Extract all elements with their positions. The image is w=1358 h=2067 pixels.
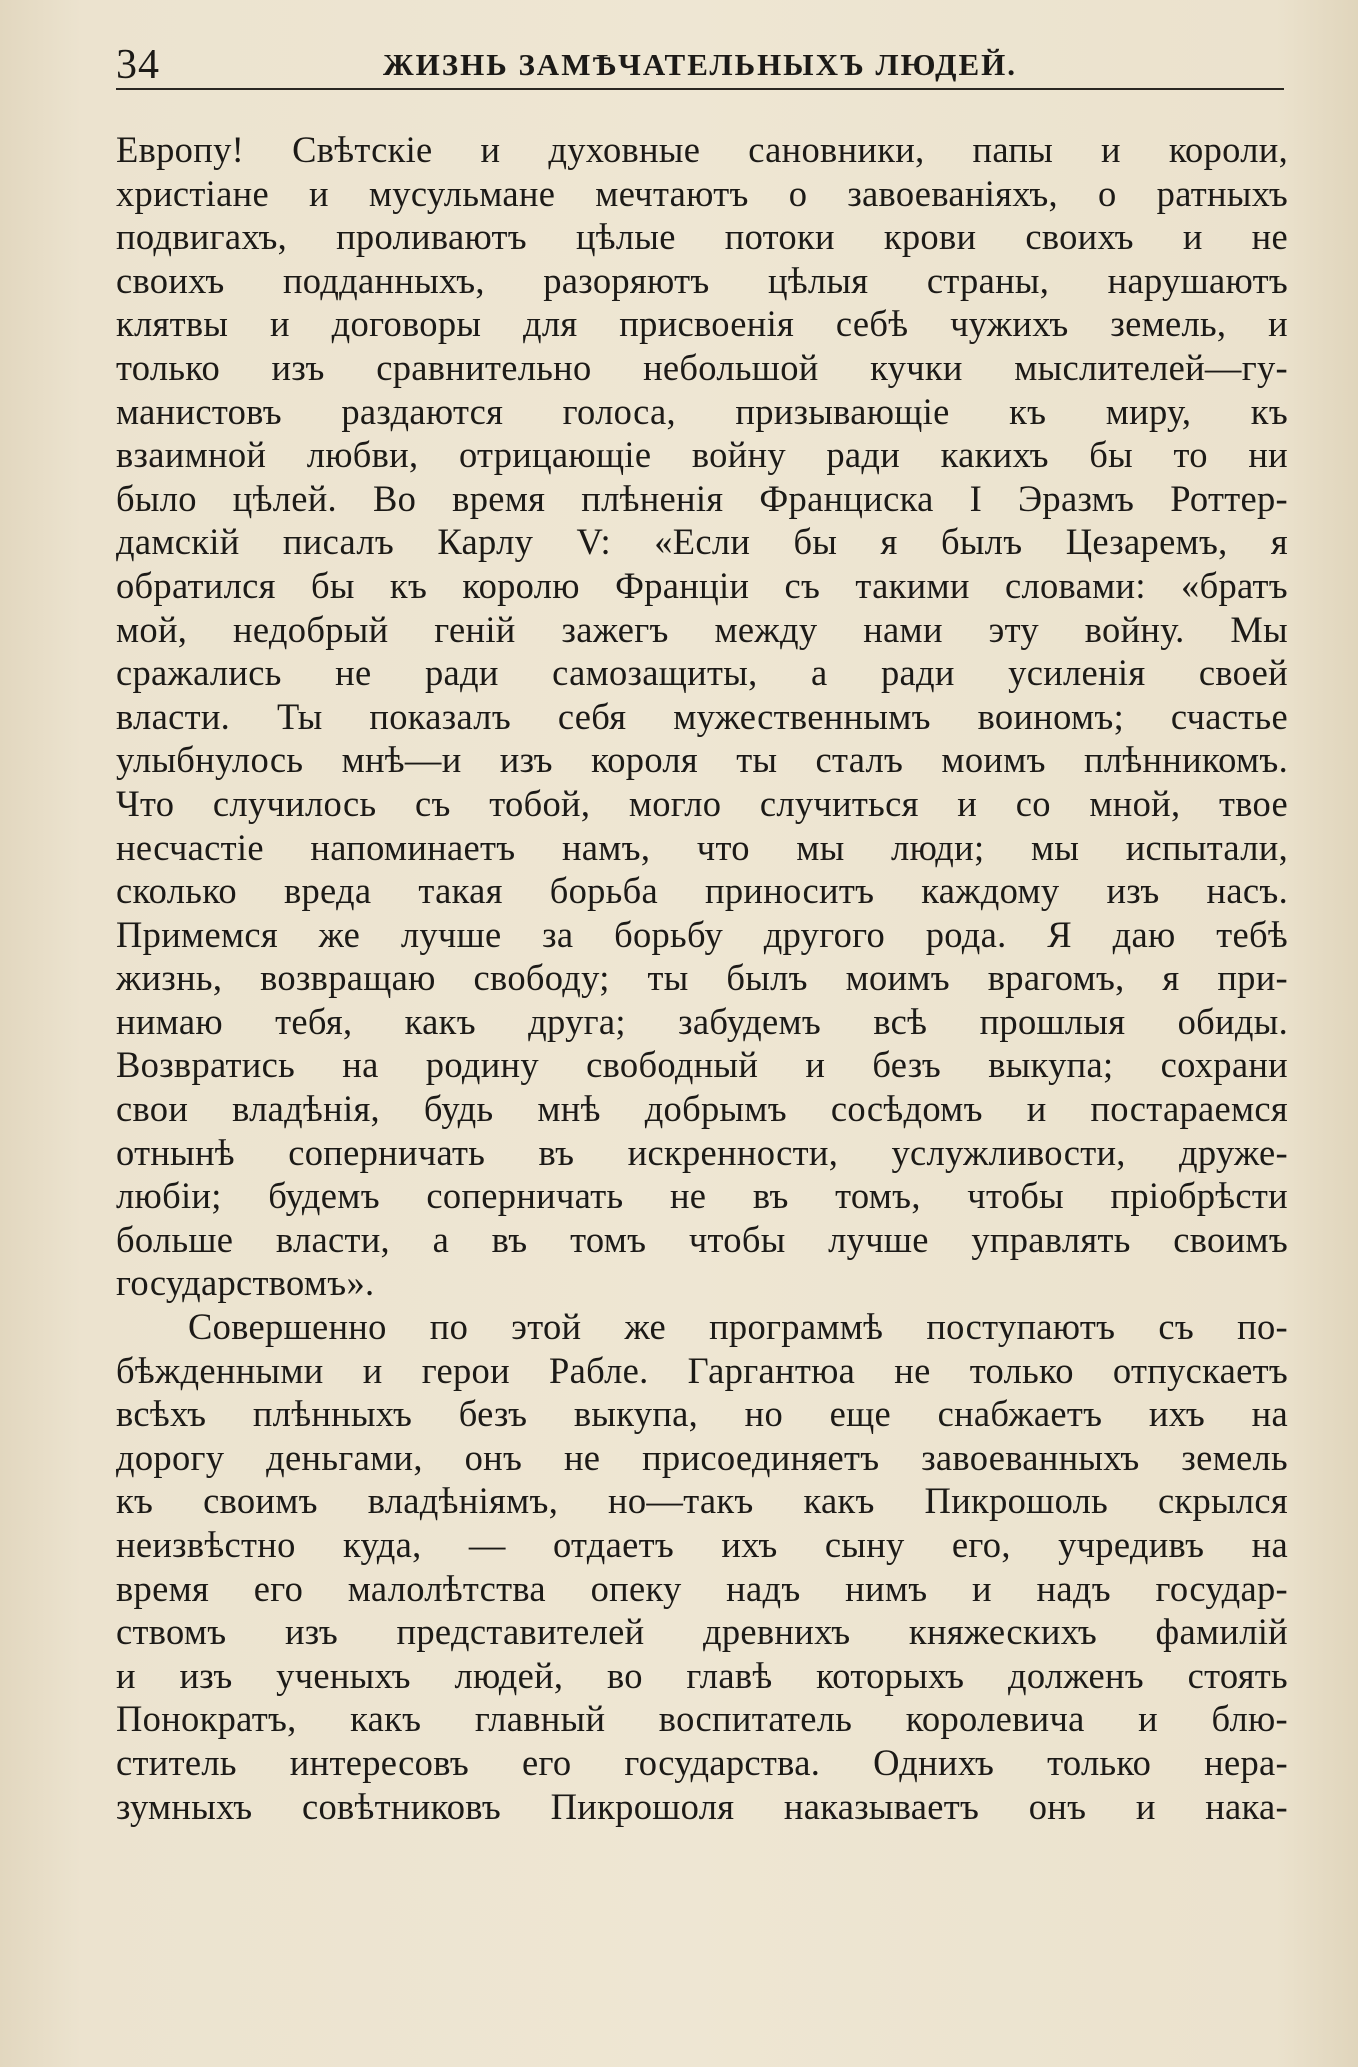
text-line: христіане и мусульмане мечтаютъ о завоеваніяхъ, о ратныхъ bbox=[116, 172, 1288, 214]
text-line: дорогу деньгами, онъ не присоединяетъ завоеванныхъ земель bbox=[116, 1436, 1288, 1478]
text-line: подвигахъ, проливаютъ цѣлые потоки крови своихъ и не bbox=[116, 216, 1288, 258]
text-line: къ своимъ владѣніямъ, но—такъ какъ Пикрошоль скрылся bbox=[116, 1480, 1288, 1522]
running-head bbox=[116, 38, 1284, 88]
text-line: Что случилось съ тобой, могло случиться и со мной, твое bbox=[116, 782, 1288, 824]
text-line: отнынѣ соперничать въ искренности, услужливости, друже- bbox=[116, 1131, 1288, 1173]
text-line: Европу! Свѣтскіе и духовные сановники, папы и короли, bbox=[116, 129, 1288, 170]
text-line: было цѣлей. Во время плѣненія Франциска I Эразмъ Роттер- bbox=[116, 477, 1288, 519]
text-line: бѣжденными и герои Рабле. Гаргантюа не только отпускаетъ bbox=[116, 1349, 1288, 1391]
page-number: 34 bbox=[116, 42, 160, 88]
text-line: дамскій писалъ Карлу V: «Если бы я былъ Цезаремъ, я bbox=[116, 521, 1288, 563]
text-line: обратился бы къ королю Франціи съ такими словами: «братъ bbox=[116, 564, 1288, 606]
body-text bbox=[116, 128, 1288, 1828]
text-line: и изъ ученыхъ людей, во главѣ которыхъ долженъ стоять bbox=[116, 1654, 1288, 1696]
text-line: время его малолѣтства опеку надъ нимъ и надъ государ- bbox=[116, 1567, 1288, 1609]
text-line: Примемся же лучше за борьбу другого рода. Я даю тебѣ bbox=[116, 913, 1288, 955]
text-line: Понократъ, какъ главный воспитатель королевича и блю- bbox=[116, 1698, 1288, 1740]
text-line: жизнь, возвращаю свободу; ты былъ моимъ врагомъ, я при- bbox=[116, 957, 1288, 999]
paragraph-start-line: Совершенно по этой же программѣ поступаютъ съ по- bbox=[188, 1306, 1288, 1348]
header-rule bbox=[116, 88, 1284, 90]
running-title: ЖИЗНЬ ЗАМѢЧАТЕЛЬНЫХЪ ЛЮДЕЙ. bbox=[382, 47, 1018, 82]
text-line: только изъ сравнительно небольшой кучки мыслителей—гу- bbox=[116, 346, 1288, 388]
text-line: мой, недобрый геній зажегъ между нами эту войну. Мы bbox=[116, 608, 1288, 650]
text-line: своихъ подданныхъ, разоряютъ цѣлыя страны, нарушаютъ bbox=[116, 259, 1288, 301]
text-line: сражались не ради самозащиты, а ради усиленія своей bbox=[116, 652, 1288, 694]
text-line: улыбнулось мнѣ—и изъ короля ты сталъ моимъ плѣнникомъ. bbox=[116, 739, 1288, 781]
text-line: ствомъ изъ представителей древнихъ княжескихъ фамилій bbox=[116, 1611, 1288, 1653]
text-line: всѣхъ плѣнныхъ безъ выкупа, но еще снабжаетъ ихъ на bbox=[116, 1393, 1288, 1435]
text-line: манистовъ раздаются голоса, призывающіе къ миру, къ bbox=[116, 390, 1288, 432]
text-line: клятвы и договоры для присвоенія себѣ чужихъ земель, и bbox=[116, 303, 1288, 345]
paragraph-end-line: государствомъ». bbox=[116, 1262, 375, 1304]
text-line: взаимной любви, отрицающіе войну ради какихъ бы то ни bbox=[116, 434, 1288, 476]
text-line: Возвратись на родину свободный и безъ выкупа; сохрани bbox=[116, 1044, 1288, 1086]
text-line: нимаю тебя, какъ друга; забудемъ всѣ прошлыя обиды. bbox=[116, 1000, 1288, 1042]
text-line: ститель интересовъ его государства. Однихъ только нера- bbox=[116, 1741, 1288, 1783]
text-line: свои владѣнія, будь мнѣ добрымъ сосѣдомъ и постараемся bbox=[116, 1088, 1288, 1130]
text-line: власти. Ты показалъ себя мужественнымъ воиномъ; счастье bbox=[116, 695, 1288, 737]
text-line: несчастіе напоминаетъ намъ, что мы люди; мы испытали, bbox=[116, 826, 1288, 868]
text-line: любіи; будемъ соперничать не въ томъ, чтобы пріобрѣсти bbox=[116, 1175, 1288, 1217]
text-line: больше власти, а въ томъ чтобы лучше управлять своимъ bbox=[116, 1218, 1288, 1260]
text-line: зумныхъ совѣтниковъ Пикрошоля наказываетъ онъ и нака- bbox=[116, 1785, 1288, 1827]
text-line: неизвѣстно куда, — отдаетъ ихъ сыну его, учредивъ на bbox=[116, 1524, 1288, 1565]
text-line: сколько вреда такая борьба приноситъ каждому изъ насъ. bbox=[116, 870, 1288, 912]
